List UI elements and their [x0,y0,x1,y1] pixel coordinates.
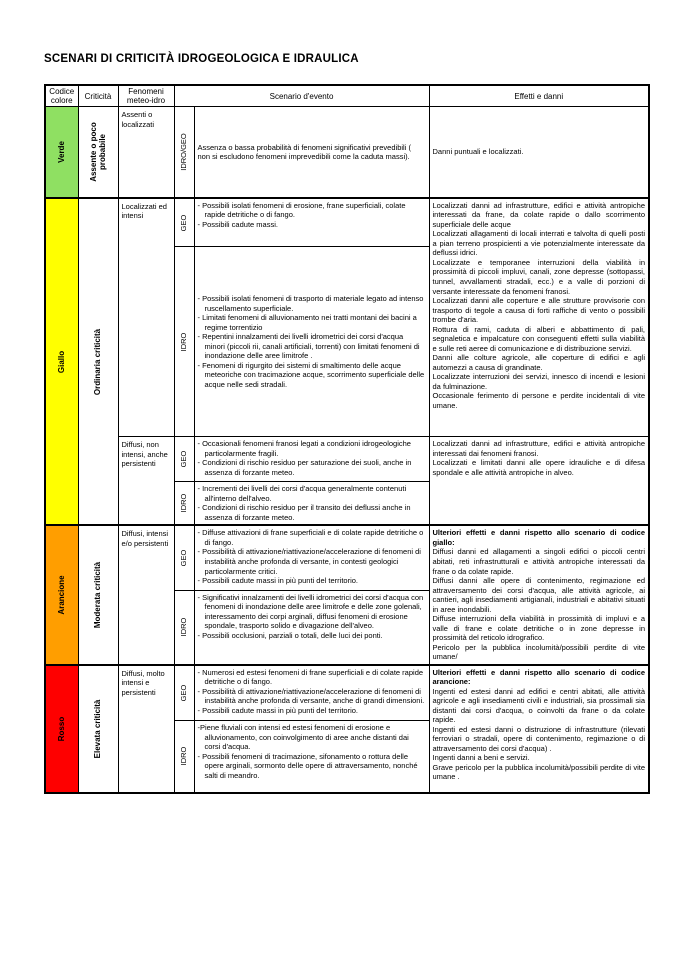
giallo-criticita-cell [78,198,118,526]
effect-paragraph: Localizzati e limitati danni alle opere idrauliche e di difesa spondale e alle attività antropiche in alveo. [432,458,646,477]
rosso-color-label: Rosso [56,716,66,741]
geo-label: GEO [179,214,189,231]
effect-paragraph: Pericolo per la pubblica incolumità/possibili perdite di vite umane/ [432,642,646,662]
arancione-criticita-cell [78,525,118,664]
scenario-item: - Occasionali fenomeni franosi legati a condizioni idrogeologiche particolarmente fragili. [197,439,411,458]
row-arancione-geo [45,525,649,590]
criticality-table [44,84,650,794]
giallo-idro2-label-cell [174,482,194,526]
scenario-item: - Possibilità di attivazione/riattivazione/accelerazione di fenomeni di instabilità anche profonda di versante, in contesti geologici particolarmente critici. [197,547,421,576]
giallo-idro1-scenario-cell [194,247,429,437]
effect-paragraph: Grave pericolo per la pubblica incolumità/possibili perdite di vite umane . [432,762,646,782]
verde-effetti-cell [429,107,649,198]
header-fenomeni: Fenomeni meteo-idro [118,85,174,107]
scenario-item: - Possibili cadute massi. [197,219,278,229]
effect-paragraph: Localizzate interruzioni dei servizi, innesco di incendi e lesioni da fulminazione. [432,372,646,391]
geo-label: GEO [179,549,189,567]
giallo-criticita-label: Ordinaria criticità [92,328,102,395]
arancione-criticita-label: Moderata criticità [92,561,102,629]
arancione-color-label: Arancione [56,575,66,615]
scenario-item: - Possibili cadute massi in più punti del territorio. [197,705,358,715]
scenario-item: - Possibili cadute massi in più punti del territorio. [197,576,358,586]
rosso-idro-label-cell [174,721,194,793]
giallo-color-cell [45,198,78,526]
scenario-text: Assenza o bassa probabilità di fenomeni significativi prevedibili ( non si escludono fenomeni imprevedibili come la caduta massi). [197,142,411,162]
geo-label: GEO [179,451,189,468]
rosso-geo-label-cell [174,665,194,721]
effect-paragraph: Danni alle colture agricole, alle coperture di edifici e agli automezzi a causa di grandinate. [432,353,646,372]
table-header-row [45,85,649,107]
idro-label: IDRO [179,332,189,352]
scenario-item: - Numerosi ed estesi fenomeni di frane superficiali e di colate rapide detritiche o di fango. [197,667,424,687]
effect-paragraph: Diffusi danni ed allagamenti a singoli edifici o piccoli centri abitati, reti infrastrutturali e attività antropiche interessati da frane o da colate rapide. [432,547,646,576]
scenario-item: - Possibili occlusioni, parziali o totali, delle luci dei ponti. [197,630,383,640]
idro-label: IDRO [179,494,189,513]
scenario-item: - Possibili fenomeni di tracimazione, sifonamento o rottura delle opere arginali, sormonto delle opere di attraversamento, nonché salti di meandro. [197,751,418,780]
rosso-effetti-cell [429,665,649,793]
giallo-geo2-scenario-cell [194,437,429,482]
arancione-effetti-cell [429,525,649,664]
row-giallo-geo2 [45,437,649,482]
giallo-effetti2-cell [429,437,649,526]
effect-paragraph: Ingenti ed estesi danni ad edifici e centri abitati, alle attività agricole e agli insediamenti civili e industriali, sia prossimali sia distanti dai corsi d'acqua, o coinvolti da frane o da colate rapide. [432,686,646,725]
rosso-geo-scenario-cell [194,665,429,721]
scenario-item: - Possibili isolati fenomeni di trasporto di materiale legato ad intenso ruscellamento superficiale. [197,294,424,313]
verde-criticita-cell [78,107,118,198]
effect-paragraph: Localizzati danni alle coperture e alle strutture provvisorie con trasporto di tegole a causa di forti raffiche di vento o possibili trombe d'aria. [432,296,646,325]
row-rosso-geo [45,665,649,721]
idro-label: IDRO [179,747,189,766]
scenario-item: -Piene fluviali con intensi ed estesi fenomeni di erosione e alluvionamento, con coinvolgimento di aree anche distanti dai corsi d'acqua. [197,723,409,752]
row-verde [45,107,649,198]
rosso-criticita-label: Elevata criticità [92,699,102,759]
rosso-fenomeni-cell: Diffusi, molto intensi e persistenti [118,665,174,793]
effect-paragraph: Ingenti ed estesi danni o distruzione di infrastrutture (rilevati ferroviari o stradali, opere di contenimento, regimazione o di attraversamento dei corsi d'acqua) . [432,724,646,753]
giallo-geo1-label-cell [174,198,194,247]
effect-paragraph: Diffuse interruzioni della viabilità in prossimità di impluvi e a valle di frane e colate detritiche o in zone depresse in prossimità del reticolo idrografico. [432,614,646,643]
giallo-geo1-scenario-cell [194,198,429,247]
effect-paragraph: Danni puntuali e localizzati. [432,147,524,157]
arancione-idro-label-cell [174,590,194,665]
verde-color-label: Verde [56,141,66,164]
idro-label: IDRO [179,617,189,637]
verde-color-cell [45,107,78,198]
verde-geoidro-cell [174,107,194,198]
giallo-effetti1-cell [429,198,649,437]
page-title: SCENARI DI CRITICITÀ IDROGEOLOGICA E IDRAULICA [44,53,359,65]
giallo-color-label: Giallo [56,350,66,373]
scenario-item: - Possibili isolati fenomeni di erosione, frane superficiali, colate rapide detritiche o di fango. [197,200,406,220]
scenario-item: - Fenomeni di rigurgito dei sistemi di smaltimento delle acque meteoriche con tracimazione acque, scorrimento superficiale delle acque nelle sedi stradali. [197,360,425,389]
scenario-item: - Limitati fenomeni di alluvionamento nei tratti montani dei bacini a regime torrentizio [197,313,417,332]
scenario-item: - Significativi innalzamenti dei livelli idrometrici dei corsi d'acqua con fenomeni di inondazione delle aree limitrofe e delle zone golenali, interessamento dei corpi arginali, diffusi fenomeni di erosione spondale, trasporto solido e divagazione dell'alveo. [197,592,424,631]
giallo-fenomeni1-cell: Localizzati ed intensi [118,198,174,437]
giallo-fenomeni2-cell: Diffusi, non intensi, anche persistenti [118,437,174,526]
header-scenario: Scenario d'evento [174,85,429,107]
rosso-color-cell [45,665,78,793]
verde-criticita-label: Assente o poco probabile [88,122,107,182]
row-giallo-geo1 [45,198,649,247]
effect-paragraph: Rottura di rami, caduta di alberi e abbattimento di pali, segnaletica e impalcature con conseguenti effetti sulla viabilità e sulle reti aeree di comunicazione e di distribuzione servizi. [432,324,646,353]
scenario-item: - Repentini innalzamenti dei livelli idrometrici dei corsi d'acqua minori (piccoli rii, canali artificiali, torrenti) con limitati fenomeni di inondazione delle aree limitrofe . [197,332,420,361]
scenario-item: - Possibilità di attivazione/riattivazione/accelerazione di fenomeni di instabilità anche profonda di versante, anche di grandi dimensioni. [197,686,425,706]
effect-paragraph: Occasionale ferimento di persone e perdite incidentali di vite umane. [432,391,646,410]
verde-geoidro-label: IDRO/GEO [179,133,189,171]
effect-paragraph: Localizzati allagamenti di locali interrati e talvolta di quelli posti a pian terreno prospicienti a vie potenzialmente interessate da deflussi idrici. [432,229,646,258]
verde-scenario-cell [194,107,429,198]
scenario-item: - Condizioni di rischio residuo per il transito dei deflussi anche in assenza di forzante meteo. [197,503,411,522]
effect-paragraph: Ingenti danni a beni e servizi. [432,753,530,763]
effect-paragraph: Localizzati danni ad infrastrutture, edifici e attività antropiche interessati dai fenomeni franosi. [432,439,646,458]
arancione-geo-scenario-cell [194,525,429,590]
header-codice-colore: Codice colore [45,85,78,107]
verde-fenomeni-cell: Assenti o localizzati [118,107,174,198]
effect-header: Ulteriori effetti e danni rispetto allo scenario di codice giallo: [432,528,646,547]
header-effetti: Effetti e danni [429,85,649,107]
giallo-idro2-scenario-cell [194,482,429,526]
arancione-geo-label-cell [174,525,194,590]
effect-paragraph: Localizzate e temporanee interruzioni della viabilità in prossimità di piccoli impluvi, canali, zone depresse (sottopassi, tunnel, avvallamenti stradali, ecc.) e a valle di porzioni di versante interessate da fenomeni franosi. [432,257,646,296]
arancione-fenomeni-cell: Diffusi, intensi e/o persistenti [118,525,174,664]
arancione-idro-scenario-cell [194,590,429,665]
rosso-criticita-cell [78,665,118,793]
header-criticita: Criticità [78,85,118,107]
rosso-idro-scenario-cell [194,721,429,793]
effect-header: Ulteriori effetti e danni rispetto allo scenario di codice arancione: [432,667,646,687]
scenario-item: - Condizioni di rischio residuo per saturazione dei suoli, anche in assenza di forzante meteo. [197,458,412,477]
arancione-color-cell [45,525,78,664]
geo-label: GEO [179,684,189,702]
effect-paragraph: Diffusi danni alle opere di contenimento, regimazione ed attraversamento dei corsi d'acqua, alle attività agricole, ai cantieri, agli insediamenti artigianali, industriali e abitativi situati in aree inondabili. [432,576,646,614]
scenario-item: - Diffuse attivazioni di frane superficiali e di colate rapide detritiche o di fango. [197,528,424,547]
giallo-geo2-label-cell [174,437,194,482]
giallo-idro1-label-cell [174,247,194,437]
scenario-item: - Incrementi dei livelli dei corsi d'acqua generalmente contenuti all'interno dell'alveo. [197,484,407,503]
effect-paragraph: Localizzati danni ad infrastrutture, edifici e attività antropiche interessati da frane, da colate rapide o dallo scorrimento superficiale delle acque [432,200,646,229]
